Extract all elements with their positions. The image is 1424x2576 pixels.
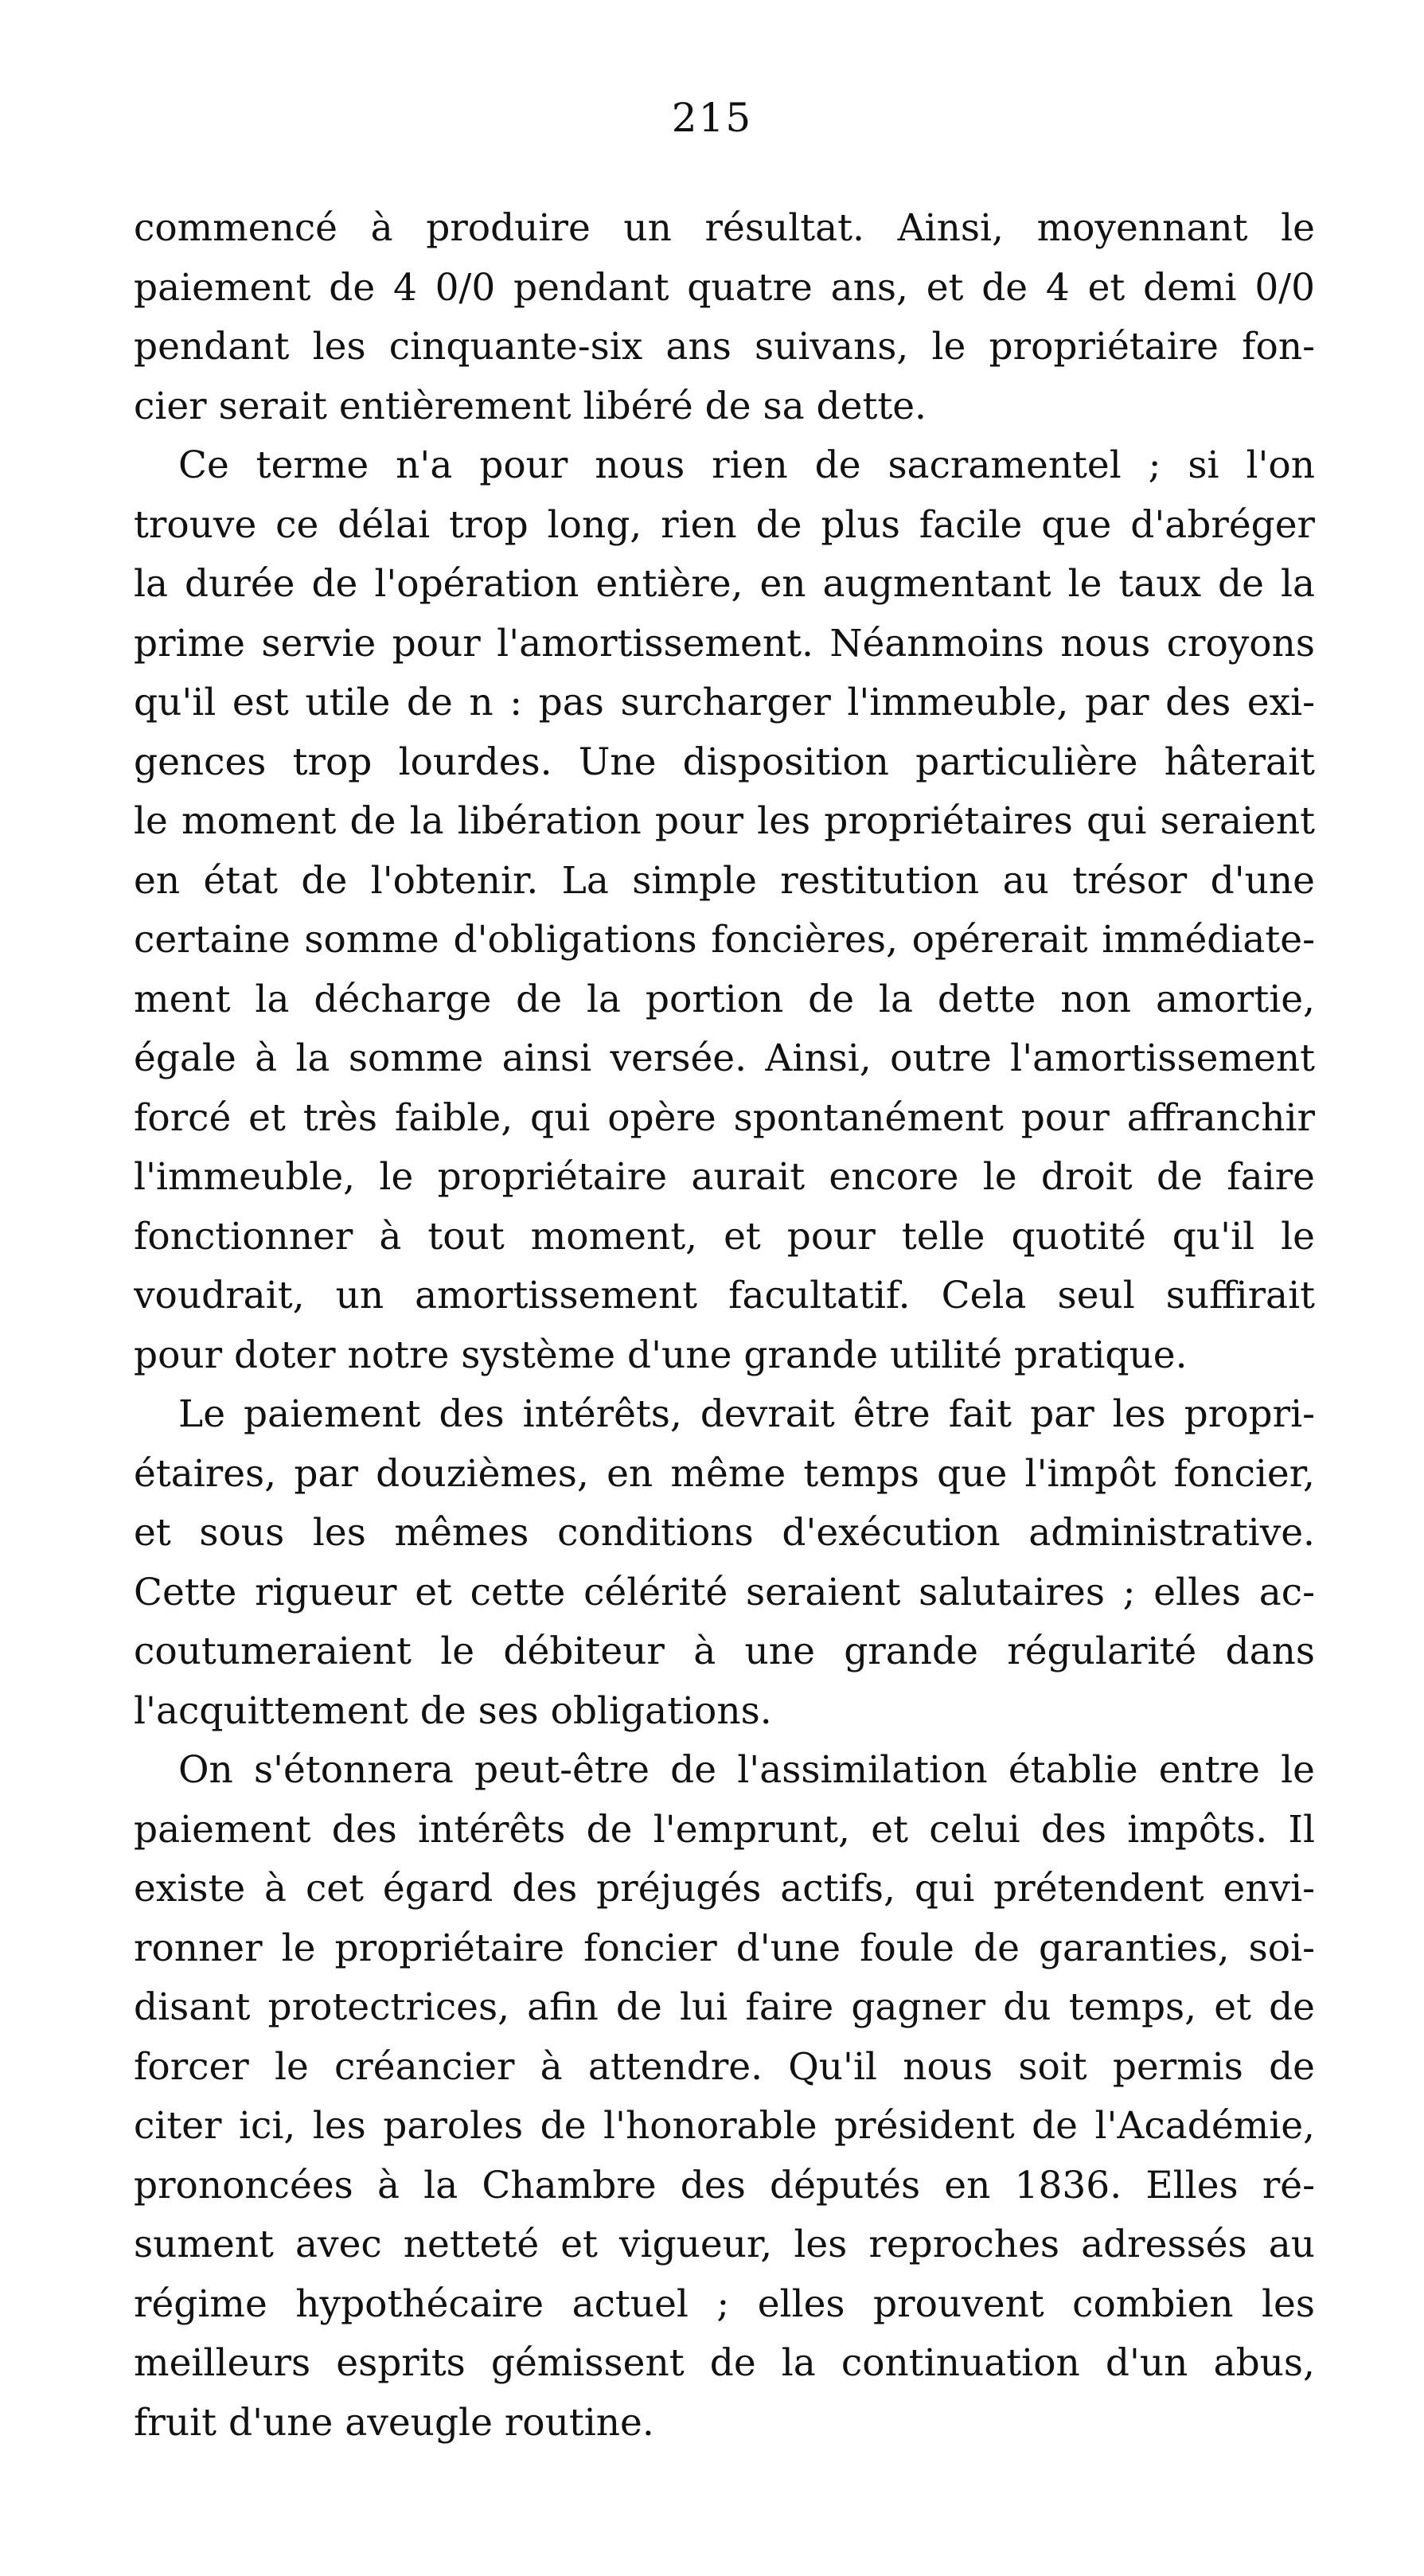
text-line: étaires, par douzièmes, en même temps que l'impôt foncier, bbox=[134, 1451, 1315, 1496]
text-line: citer ici, les paroles de l'honorable président de l'Académie, bbox=[134, 2104, 1315, 2148]
text-line: l'immeuble, le propriétaire aurait encore le droit de faire bbox=[134, 1155, 1315, 1199]
text-line: meilleurs esprits gémissent de la continuation d'un abus, bbox=[134, 2341, 1315, 2385]
text-line: sument avec netteté et vigueur, les reproches adressés au bbox=[134, 2223, 1315, 2266]
paragraph-3 bbox=[134, 1385, 1315, 1741]
text-line: ronner le propriétaire foncier d'une foule de garanties, soi- bbox=[134, 1926, 1315, 1970]
text-line: ment la décharge de la portion de la dette non amortie, bbox=[134, 977, 1315, 1021]
text-line: le moment de la libération pour les propriétaires qui seraient bbox=[134, 799, 1315, 843]
text-line: coutumeraient le débiteur à une grande régularité dans bbox=[134, 1630, 1315, 1673]
text-line: certaine somme d'obligations foncières, opérerait immédiate- bbox=[134, 918, 1315, 962]
text-line: fruit d'une aveugle routine. bbox=[134, 2400, 654, 2445]
paragraph-4 bbox=[134, 1741, 1315, 2453]
text-line: paiement de 4 0/0 pendant quatre ans, et de 4 et demi 0/0 bbox=[134, 265, 1315, 310]
text-line: prononcées à la Chambre des députés en 1836. Elles ré- bbox=[134, 2163, 1315, 2207]
text-line: existe à cet égard des préjugés actifs, qui prétendent envi- bbox=[134, 1867, 1315, 1911]
text-line: commencé à produire un résultat. Ainsi, moyennant le bbox=[134, 206, 1315, 250]
text-line: régime hypothécaire actuel ; elles prouvent combien les bbox=[134, 2281, 1315, 2326]
text-line: fonctionner à tout moment, et pour telle quotité qu'il le bbox=[134, 1214, 1315, 1259]
text-line: Ce terme n'a pour nous rien de sacramentel ; si l'on bbox=[178, 443, 1315, 487]
text-line: qu'il est utile de n : pas surcharger l'immeuble, par des exi- bbox=[134, 681, 1315, 724]
paragraph-1 bbox=[134, 199, 1315, 436]
text-line: égale à la somme ainsi versée. Ainsi, outre l'amortissement bbox=[134, 1036, 1315, 1080]
page-number: 215 bbox=[671, 95, 753, 141]
text-line: On s'étonnera peut-être de l'assimilation établie entre le bbox=[178, 1748, 1315, 1792]
text-line: gences trop lourdes. Une disposition particulière hâterait bbox=[134, 740, 1315, 784]
text-line: trouve ce délai trop long, rien de plus facile que d'abréger bbox=[134, 502, 1315, 547]
text-line: forcé et très faible, qui opère spontanément pour affranchir bbox=[134, 1095, 1315, 1140]
text-line: l'acquittement de ses obligations. bbox=[134, 1688, 772, 1733]
text-line: pendant les cinquante-six ans suivans, le propriétaire fon- bbox=[134, 325, 1315, 369]
text-line: et sous les mêmes conditions d'exécution administrative. bbox=[134, 1511, 1315, 1555]
text-line: Cette rigueur et cette célérité seraient salutaires ; elles ac- bbox=[134, 1570, 1315, 1614]
paragraph-2 bbox=[134, 436, 1315, 1385]
text-line: Le paiement des intérêts, devrait être fait par les propri- bbox=[178, 1392, 1315, 1436]
text-line: en état de l'obtenir. La simple restitution au trésor d'une bbox=[134, 858, 1315, 903]
text-line: pour doter notre système d'une grande utilité pratique. bbox=[134, 1333, 1188, 1377]
text-line: forcer le créancier à attendre. Qu'il nous soit permis de bbox=[134, 2044, 1315, 2089]
text-line: cier serait entièrement libéré de sa dette. bbox=[134, 384, 927, 428]
text-line: la durée de l'opération entière, en augmentant le taux de la bbox=[134, 562, 1315, 606]
text-line: prime servie pour l'amortissement. Néanmoins nous croyons bbox=[134, 621, 1315, 665]
text-line: voudrait, un amortissement facultatif. Cela seul suffirait bbox=[134, 1274, 1315, 1317]
body-text bbox=[134, 199, 1315, 2453]
text-line: paiement des intérêts de l'emprunt, et celui des impôts. Il bbox=[134, 1807, 1315, 1852]
text-line: disant protectrices, afin de lui faire gagner du temps, et de bbox=[134, 1985, 1315, 2029]
